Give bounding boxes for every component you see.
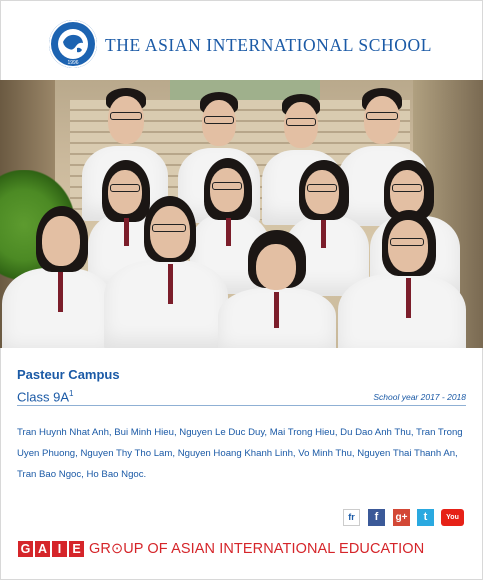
campus-name: Pasteur Campus [17,367,120,382]
divider [17,405,466,406]
class-superscript: 1 [69,389,74,398]
gaie-letter: E [69,541,84,557]
class-name-text: Class 9A [17,389,70,405]
gaie-letter: I [52,541,67,557]
logo-year: 1996 [67,60,79,66]
gaie-letter: G [18,541,33,557]
google-plus-icon[interactable]: g+ [393,509,410,526]
gaie-letter: A [35,541,50,557]
class-name [17,389,73,404]
school-name: THE ASIAN INTERNATIONAL SCHOOL [105,35,432,55]
gaie-footer [18,541,424,557]
group-name: GR⊙UP OF ASIAN INTERNATIONAL EDUCATION [89,541,425,557]
school-year: School year 2017 - 2018 [373,392,466,402]
class-photo [0,80,483,348]
fr-icon[interactable]: fr [343,509,360,526]
twitter-icon[interactable]: t [417,509,434,526]
school-logo [49,20,97,68]
header [0,0,483,80]
youtube-icon[interactable]: You Tube [441,509,464,526]
facebook-icon[interactable]: f [368,509,385,526]
student-list: Tran Huynh Nhat Anh, Bui Minh Hieu, Nguyen Le Duc Duy, Mai Trong Hieu, Du Dao Anh Thu, Tran Trong Uyen Phuong, Nguyen Thy Tho Lam, Nguyen Hoang Khanh Linh, Vo Minh Thu, Nguyen Thai Thanh An, Tran Bao Ngoc, Ho Bao Ngoc. [17,427,463,480]
